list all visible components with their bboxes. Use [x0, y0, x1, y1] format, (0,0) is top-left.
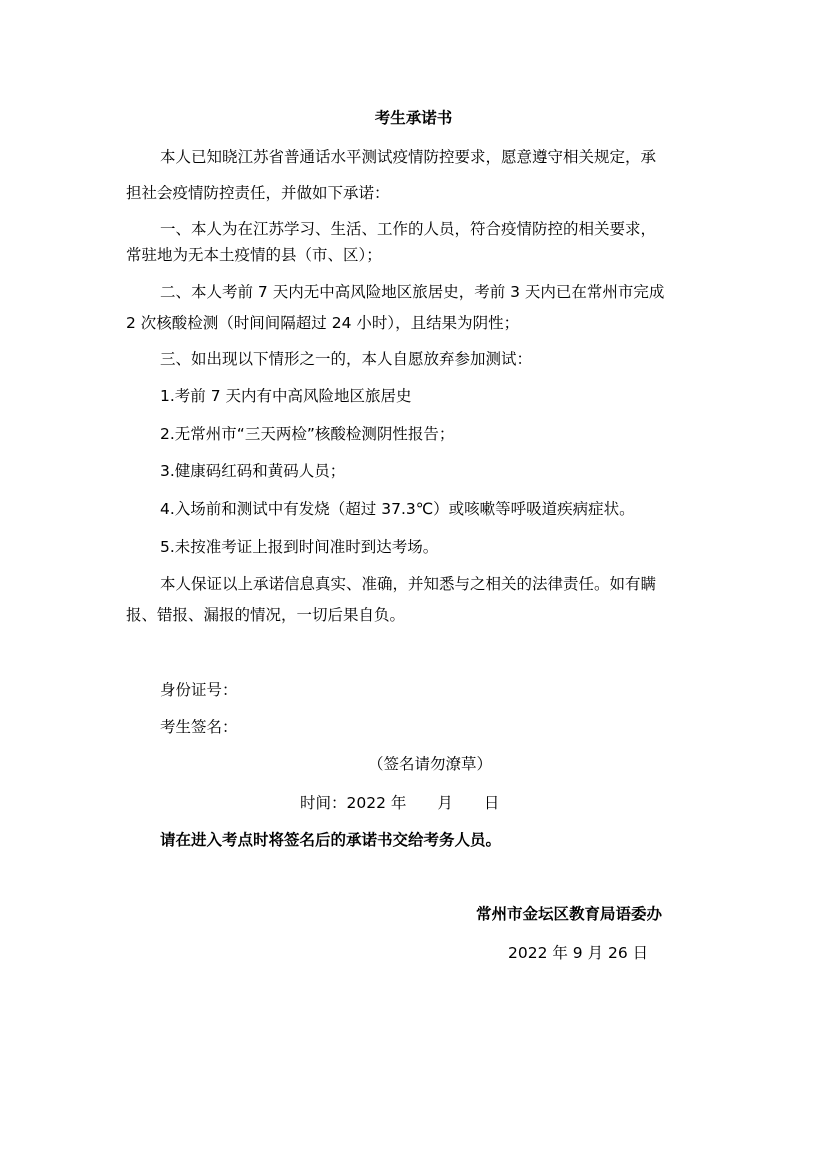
condition-item: 2.无常州市“三天两检”核酸检测阴性报告；	[160, 425, 455, 443]
item-one-line-2: 常驻地为无本土疫情的县（市、区）；	[126, 246, 382, 264]
submission-instruction: 请在进入考点时将签名后的承诺书交给考务人员。	[160, 831, 502, 849]
item-one-line-1: 一、本人为在江苏学习、生活、工作的人员，符合疫情防控的相关要求，	[160, 220, 657, 238]
signature-note: （签名请勿潦草）	[368, 755, 493, 773]
date-line: 时间：2022 年 月 日	[300, 794, 500, 812]
condition-item: 4.入场前和测试中有发烧（超过 37.3℃）或咳嗽等呼吸道疾病症状。	[160, 500, 635, 518]
issuer-name: 常州市金坛区教育局语委办	[476, 905, 663, 923]
condition-item: 5.未按准考证上报到时间准时到达考场。	[160, 538, 439, 556]
guarantee-line-1: 本人保证以上承诺信息真实、准确，并知悉与之相关的法律责任。如有瞒	[160, 575, 657, 593]
guarantee-line-2: 报、错报、漏报的情况，一切后果自负。	[126, 606, 406, 624]
intro-line-2: 担社会疫情防控责任，并做如下承诺：	[126, 184, 390, 202]
document-title: 考生承诺书	[374, 109, 453, 127]
id-number-label: 身份证号：	[160, 681, 238, 699]
item-three: 三、如出现以下情形之一的，本人自愿放弃参加测试：	[160, 350, 533, 368]
intro-line-1: 本人已知晓江苏省普通话水平测试疫情防控要求，愿意遵守相关规定，承	[160, 148, 657, 166]
condition-item: 1.考前 7 天内有中高风险地区旅居史	[160, 387, 412, 405]
item-two-line-2: 2 次核酸检测（时间间隔超过 24 小时），且结果为阴性；	[126, 314, 520, 332]
condition-item: 3.健康码红码和黄码人员；	[160, 462, 346, 480]
signature-label: 考生签名：	[160, 718, 238, 736]
item-two-line-1: 二、本人考前 7 天内无中高风险地区旅居史，考前 3 天内已在常州市完成	[160, 283, 665, 301]
issue-date: 2022 年 9 月 26 日	[508, 944, 649, 962]
